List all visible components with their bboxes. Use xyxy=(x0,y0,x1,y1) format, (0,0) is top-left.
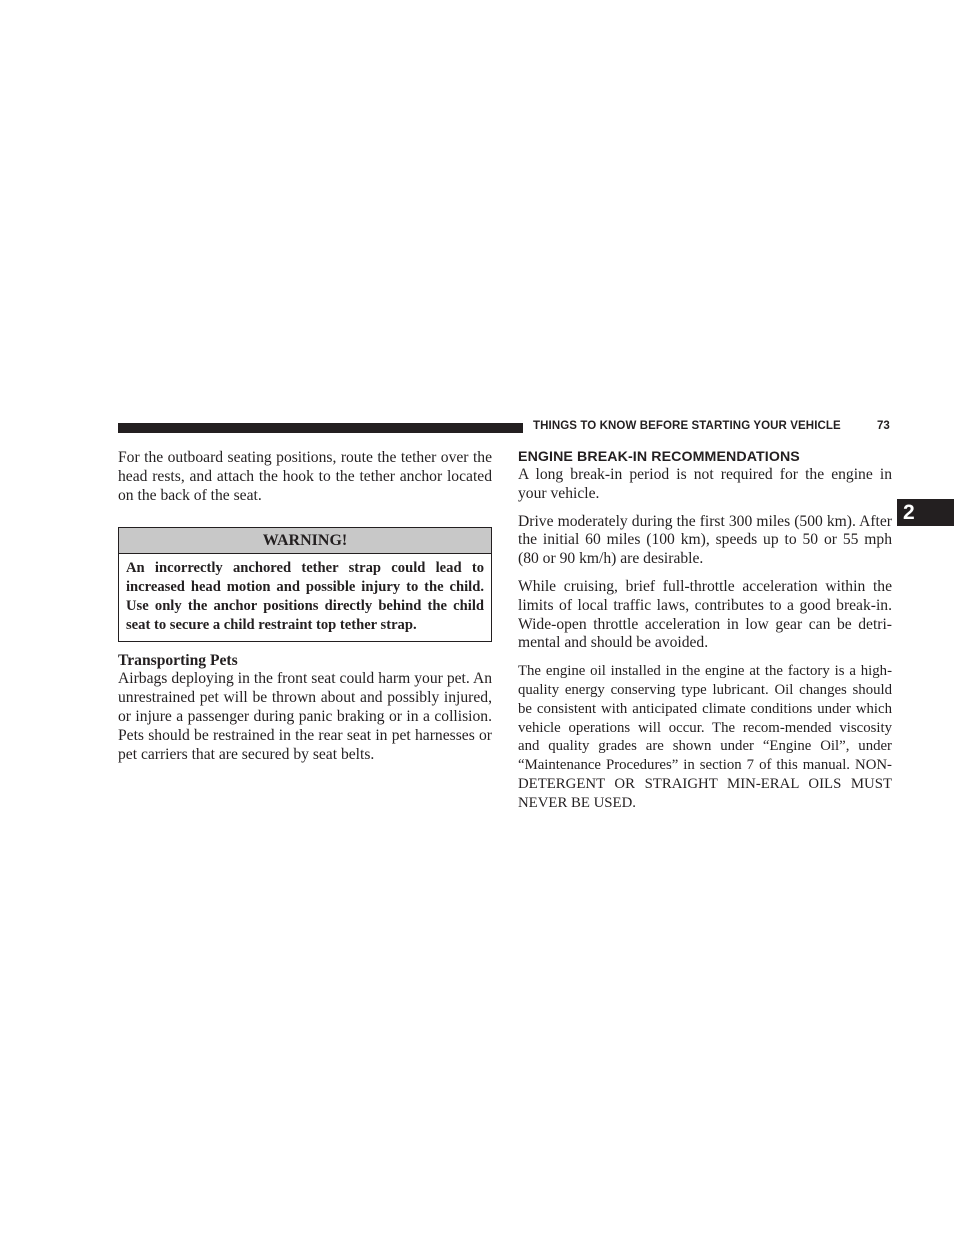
paragraph: Drive moderately during the first 300 miles (500 km). After the initial 60 miles (100 km), speeds up to 50 or 55 mph (80 or 90 km/h) are desirable. xyxy=(518,512,892,568)
warning-text: An incorrectly anchored tether strap could lead to increased head motion and possible injury to the child. Use only the anchor positions directly behind the child seat to secure a child restraint top tether strap. xyxy=(126,560,484,633)
warning-box xyxy=(118,527,492,641)
pets-heading: Transporting Pets xyxy=(118,651,238,669)
page-number: 73 xyxy=(877,420,890,432)
paragraph: The engine oil installed in the engine at the factory is a high-quality energy conserving type lubricant. Oil changes should be consistent with anticipated climate conditions under which vehicle operations will occur. The recom-mended viscosity and quality grades are shown under “Engine Oil”, under “Maintenance Procedures” in section 7 of this manual. NON-DETERGENT OR STRAIGHT MIN-ERAL OILS MUST NEVER BE USED. xyxy=(518,663,892,811)
paragraph: While cruising, brief full-throttle acceleration within the limits of local traffic laws, contributes to a good break-in. Wide-open throttle acceleration in low gear can be detri-mental and should be avoided. xyxy=(518,577,892,652)
left-column xyxy=(118,449,492,764)
running-title: THINGS TO KNOW BEFORE STARTING YOUR VEHICLE xyxy=(533,420,841,432)
section-tab: 2 xyxy=(897,499,954,526)
warning-title: WARNING! xyxy=(119,528,491,554)
intro-paragraph: For the outboard seating positions, route the tether over the head rests, and attach the hook to the tether anchor located on the back of the seat. xyxy=(118,449,492,504)
pets-paragraph: Airbags deploying in the front seat could harm your pet. An unrestrained pet will be thrown about and possibly injured, or injure a passenger during panic braking or in a collision. Pets should be restrained in the rear seat in pet harnesses or pet carriers that are secured by seat belts. xyxy=(118,670,492,763)
paragraph: A long break-in period is not required for the engine in your vehicle. xyxy=(518,466,892,502)
section-heading: ENGINE BREAK-IN RECOMMENDATIONS xyxy=(518,449,800,465)
header-rule xyxy=(118,423,523,433)
right-column xyxy=(518,448,892,813)
